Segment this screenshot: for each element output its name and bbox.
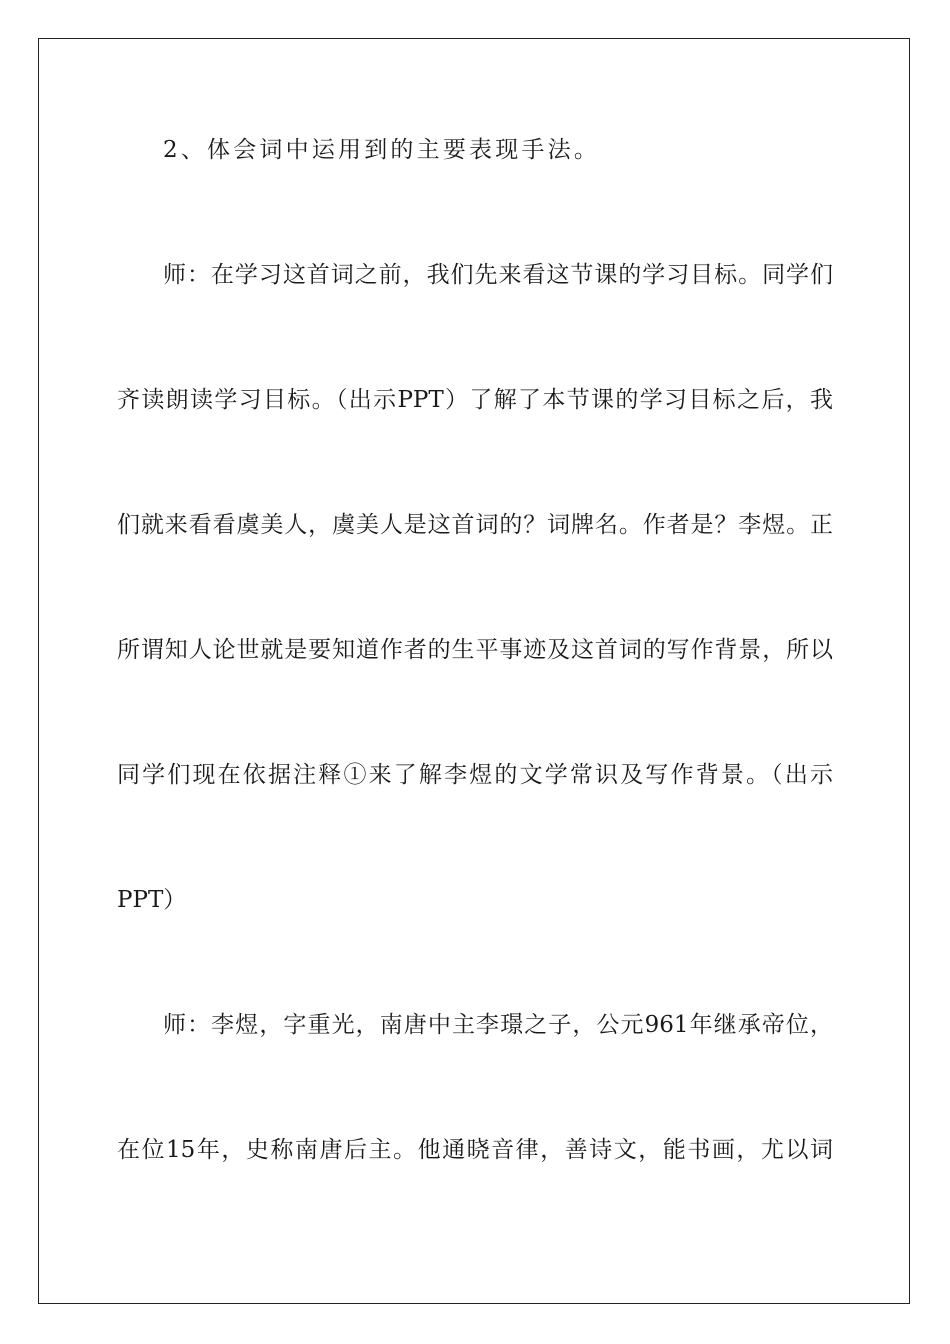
paragraph-line-2: 师：在学习这首词之前，我们先来看这节课的学习目标。同学们 [163,262,833,288]
page-border [38,38,910,1304]
paragraph-line-4: 们就来看看虞美人，虞美人是这首词的？词牌名。作者是？李煜。正 [117,512,833,538]
paragraph-line-3: 齐读朗读学习目标。（出示PPT）了解了本节课的学习目标之后，我 [117,387,833,413]
paragraph-line-9: 在位15年，史称南唐后主。他通晓音律，善诗文，能书画，尤以词 [117,1137,833,1163]
paragraph-line-6: 同学们现在依据注释①来了解李煜的文学常识及写作背景。（出示 [117,762,833,788]
paragraph-line-8: 师：李煜，字重光，南唐中主李璟之子，公元961年继承帝位， [163,1012,833,1038]
paragraph-line-7: PPT） [117,887,187,913]
paragraph-line-1: 2、体会词中运用到的主要表现手法。 [163,137,601,163]
paragraph-line-5: 所谓知人论世就是要知道作者的生平事迹及这首词的写作背景，所以 [117,637,833,663]
